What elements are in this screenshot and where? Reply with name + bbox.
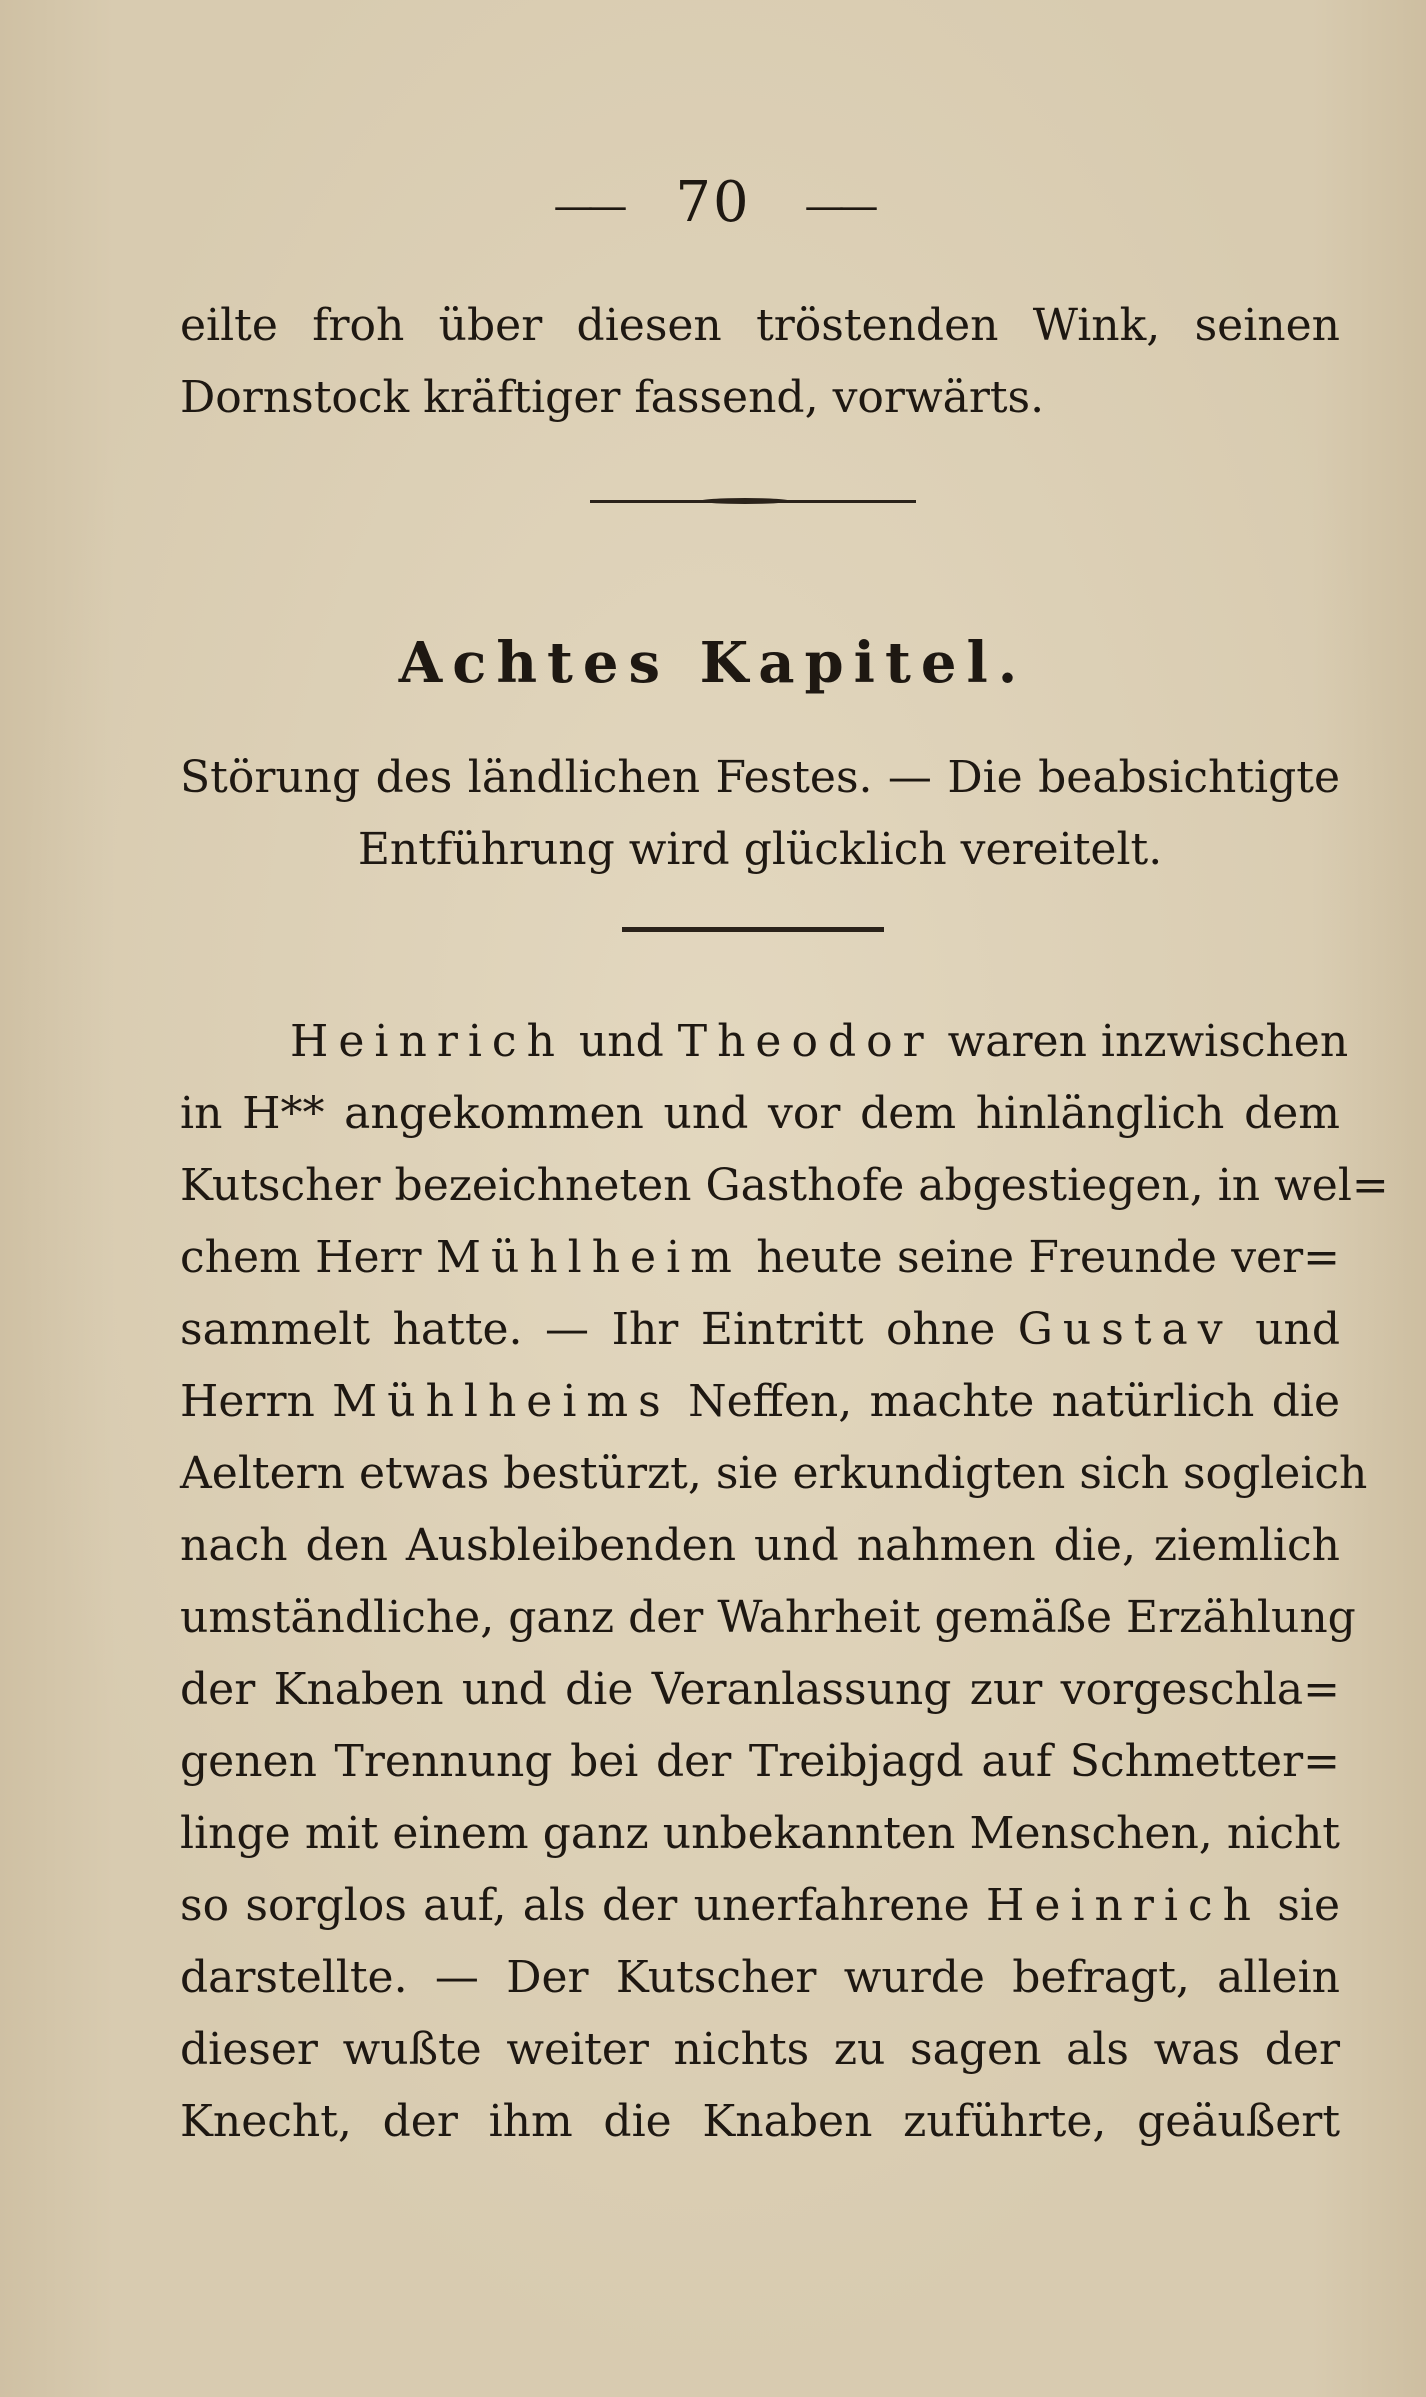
text-run: nach den Ausbleibenden und nahmen die, ziemlich xyxy=(180,1520,1340,1571)
spaced-name: Heinrich xyxy=(290,1016,565,1067)
text-run: chem Herr xyxy=(180,1232,436,1283)
section-divider xyxy=(622,927,884,932)
text-run: heute seine Freunde ver= xyxy=(741,1232,1340,1283)
text-line: eilte froh über diesen tröstenden Wink, seinen xyxy=(180,300,1340,351)
header-ornament-left: —— xyxy=(553,183,622,230)
body-line xyxy=(180,1006,1349,1078)
body-line xyxy=(180,1798,1340,1870)
body-line xyxy=(180,1726,1340,1798)
ornamental-divider xyxy=(590,500,916,503)
text-run: waren inzwischen xyxy=(933,1016,1349,1067)
body-line xyxy=(180,1078,1340,1150)
text-run: sie xyxy=(1260,1880,1340,1931)
text-run: darstellte. — Der Kutscher wurde befragt, allein xyxy=(180,1952,1340,2003)
text-run: linge mit einem ganz unbekannten Menschen, nicht xyxy=(180,1808,1340,1859)
text-run: Herrn xyxy=(180,1376,333,1427)
text-run: Knecht, der ihm die Knaben zuführte, geäußert xyxy=(180,2096,1340,2147)
text-run: der Knaben und die Veranlassung zur vorgeschla= xyxy=(180,1664,1340,1715)
body-line xyxy=(180,2086,1340,2158)
spaced-name: Heinrich xyxy=(986,1880,1261,1931)
body-line xyxy=(180,1438,1368,1510)
body-line xyxy=(180,1942,1340,2014)
chapter-summary xyxy=(180,742,1340,886)
text-run: und xyxy=(564,1016,678,1067)
text-line: Dornstock kräftiger fassend, vorwärts. xyxy=(180,372,1045,423)
header-ornament-right: —— xyxy=(804,183,873,230)
text-run: Aeltern etwas bestürzt, sie erkundigten sich sogleich xyxy=(180,1448,1368,1499)
body-line xyxy=(180,2014,1340,2086)
page-header xyxy=(0,168,1426,242)
body-line xyxy=(180,1294,1340,1366)
body-paragraph xyxy=(180,1006,1389,2158)
body-line xyxy=(180,1870,1340,1942)
text-run: Kutscher bezeichneten Gasthofe abgestiegen, in wel= xyxy=(180,1160,1389,1211)
body-line xyxy=(180,1150,1389,1222)
body-line xyxy=(180,1654,1340,1726)
spaced-name: Mühlheim xyxy=(435,1232,742,1283)
text-run: sammelt hatte. — Ihr Eintritt ohne xyxy=(180,1304,1018,1355)
body-line xyxy=(180,1222,1340,1294)
text-run: umständliche, ganz der Wahrheit gemäße Erzählung xyxy=(180,1592,1356,1643)
chapter-title: Achtes Kapitel. xyxy=(398,630,1028,696)
summary-line: Entführung wird glücklich vereitelt. xyxy=(357,824,1163,875)
spaced-name: Mühlheims xyxy=(332,1376,671,1427)
page-number: 70 xyxy=(675,170,751,235)
body-line xyxy=(180,1510,1340,1582)
text-run: genen Trennung bei der Treibjagd auf Schmetter= xyxy=(180,1736,1340,1787)
summary-line: Störung des ländlichen Festes. — Die beabsichtigte xyxy=(180,752,1340,803)
body-line xyxy=(180,1582,1356,1654)
text-run: dieser wußte weiter nichts zu sagen als was der xyxy=(180,2024,1340,2075)
spaced-name: Theodor xyxy=(677,1016,934,1067)
text-run: und xyxy=(1232,1304,1340,1355)
text-run: so sorglos auf, als der unerfahrene xyxy=(180,1880,987,1931)
carryover-paragraph xyxy=(180,290,1340,434)
spaced-name: Gustav xyxy=(1017,1304,1233,1355)
text-run: in H** angekommen und vor dem hinlänglich dem xyxy=(180,1088,1340,1139)
body-line xyxy=(180,1366,1340,1438)
text-run: Neffen, machte natürlich die xyxy=(670,1376,1340,1427)
